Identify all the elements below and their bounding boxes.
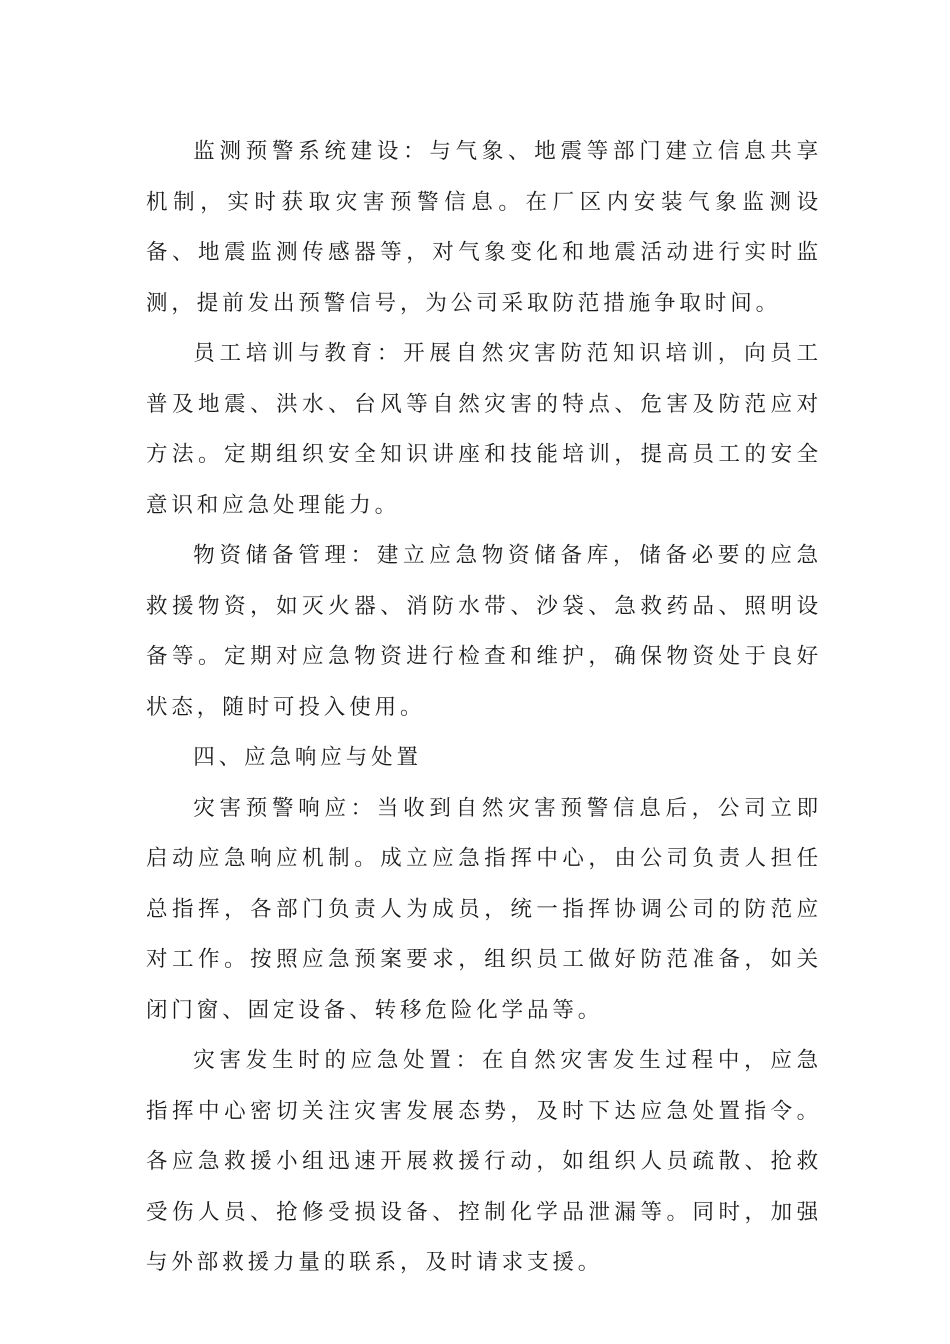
paragraph-staff-training: 员工培训与教育：开展自然灾害防范知识培训，向员工普及地震、洪水、台风等自然灾害的特点、危害及防范应对方法。定期组织安全知识讲座和技能培训，提高员工的安全意识和应急处理能力。 [146,341,822,518]
paragraph-disaster-handling: 灾害发生时的应急处置：在自然灾害发生过程中，应急指挥中心密切关注灾害发展态势，及时下达应急处置指令。各应急救援小组迅速开展救援行动，如组织人员疏散、抢救受伤人员、抢修受损设备、控制化学品泄漏等。同时，加强与外部救援力量的联系，及时请求支援。 [146,1048,822,1275]
paragraph-supplies-reserve: 物资储备管理：建立应急物资储备库，储备必要的应急救援物资，如灭火器、消防水带、沙袋、急救药品、照明设备等。定期对应急物资进行检查和维护，确保物资处于良好状态，随时可投入使用。 [146,543,822,720]
paragraph-warning-response: 灾害预警响应：当收到自然灾害预警信息后，公司立即启动应急响应机制。成立应急指挥中心，由公司负责人担任总指挥，各部门负责人为成员，统一指挥协调公司的防范应对工作。按照应急预案要求，组织员工做好防范准备，如关闭门窗、固定设备、转移危险化学品等。 [146,795,822,1023]
paragraph-monitoring-warning: 监测预警系统建设：与气象、地震等部门建立信息共享机制，实时获取灾害预警信息。在厂区内安装气象监测设备、地震监测传感器等，对气象变化和地震活动进行实时监测，提前发出预警信号，为公司采取防范措施争取时间。 [146,139,822,316]
section-heading-emergency-response: 四、应急响应与处置 [193,745,422,770]
document-body [146,127,822,1289]
